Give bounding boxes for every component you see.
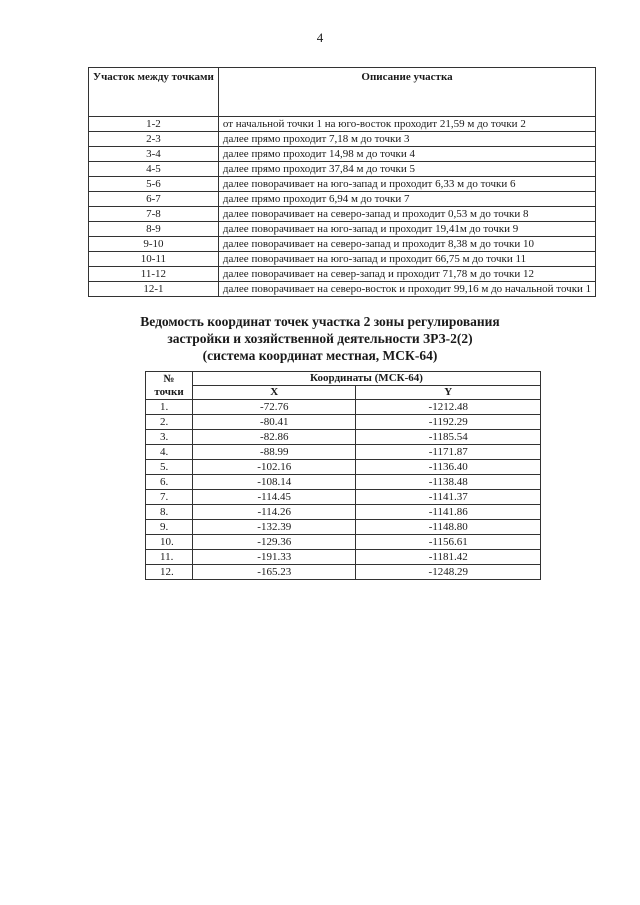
table-header-row (146, 372, 541, 386)
table-row (89, 207, 596, 222)
y-cell: -1148.80 (356, 520, 541, 535)
segment-cell: 4-5 (89, 162, 219, 177)
coordinates-table (145, 371, 541, 580)
y-cell: -1248.29 (356, 565, 541, 580)
x-cell: -108.14 (193, 475, 356, 490)
y-cell: -1138.48 (356, 475, 541, 490)
segment-cell: 10-11 (89, 252, 219, 267)
y-column-header: Y (356, 386, 541, 400)
table-row (89, 132, 596, 147)
description-cell: от начальной точки 1 на юго-восток проходит 21,59 м до точки 2 (218, 117, 595, 132)
description-column-header: Описание участка (218, 68, 595, 117)
x-cell: -114.45 (193, 490, 356, 505)
table-row (146, 535, 541, 550)
table-row (89, 267, 596, 282)
segment-description-body (89, 117, 596, 297)
coordinates-body (146, 400, 541, 580)
x-cell: -72.76 (193, 400, 356, 415)
x-cell: -80.41 (193, 415, 356, 430)
table-row (89, 147, 596, 162)
table-row (146, 415, 541, 430)
table-row (89, 252, 596, 267)
y-cell: -1212.48 (356, 400, 541, 415)
description-cell: далее прямо проходит 37,84 м до точки 5 (218, 162, 595, 177)
description-cell: далее прямо проходит 14,98 м до точки 4 (218, 147, 595, 162)
table-row (89, 192, 596, 207)
description-cell: далее прямо проходит 6,94 м до точки 7 (218, 192, 595, 207)
point-number-cell: 9. (146, 520, 193, 535)
section-title-line-1: Ведомость координат точек участка 2 зоны регулирования (140, 314, 500, 329)
description-cell: далее поворачивает на северо-запад и проходит 8,38 м до точки 10 (218, 237, 595, 252)
y-cell: -1156.61 (356, 535, 541, 550)
section-title (0, 313, 640, 364)
point-number-cell: 7. (146, 490, 193, 505)
point-number-cell: 3. (146, 430, 193, 445)
point-number-header-line-1: № (163, 372, 175, 385)
table-row (146, 565, 541, 580)
description-cell: далее поворачивает на юго-запад и проходит 19,41м до точки 9 (218, 222, 595, 237)
segment-cell: 11-12 (89, 267, 219, 282)
segment-cell: 6-7 (89, 192, 219, 207)
x-column-header: X (193, 386, 356, 400)
point-number-cell: 1. (146, 400, 193, 415)
x-cell: -82.86 (193, 430, 356, 445)
table-row (146, 430, 541, 445)
table-row (89, 162, 596, 177)
point-number-cell: 12. (146, 565, 193, 580)
y-cell: -1141.37 (356, 490, 541, 505)
description-cell: далее поворачивает на юго-запад и проходит 66,75 м до точки 11 (218, 252, 595, 267)
section-title-line-2: застройки и хозяйственной деятельности ЗРЗ-2(2) (167, 331, 473, 346)
table-row (89, 222, 596, 237)
table-row (146, 460, 541, 475)
description-cell: далее поворачивает на юго-запад и проходит 6,33 м до точки 6 (218, 177, 595, 192)
x-cell: -102.16 (193, 460, 356, 475)
segment-description-table (88, 67, 596, 297)
segment-cell: 5-6 (89, 177, 219, 192)
y-cell: -1141.86 (356, 505, 541, 520)
table-row (89, 282, 596, 297)
x-cell: -129.36 (193, 535, 356, 550)
segment-cell: 7-8 (89, 207, 219, 222)
table-row (146, 475, 541, 490)
y-cell: -1192.29 (356, 415, 541, 430)
x-cell: -132.39 (193, 520, 356, 535)
point-number-cell: 4. (146, 445, 193, 460)
point-number-cell: 2. (146, 415, 193, 430)
point-number-cell: 6. (146, 475, 193, 490)
description-cell: далее поворачивает на северо-запад и проходит 0,53 м до точки 8 (218, 207, 595, 222)
segment-cell: 3-4 (89, 147, 219, 162)
segment-cell: 1-2 (89, 117, 219, 132)
point-number-cell: 11. (146, 550, 193, 565)
table-row (146, 445, 541, 460)
point-number-cell: 8. (146, 505, 193, 520)
table-row (146, 400, 541, 415)
table-subheader-row (146, 386, 541, 400)
y-cell: -1136.40 (356, 460, 541, 475)
page-number: 4 (316, 30, 324, 45)
table-row (146, 550, 541, 565)
table-row (146, 520, 541, 535)
table-row (146, 505, 541, 520)
y-cell: -1181.42 (356, 550, 541, 565)
y-cell: -1171.87 (356, 445, 541, 460)
section-title-line-3: (система координат местная, МСК-64) (202, 348, 438, 363)
x-cell: -165.23 (193, 565, 356, 580)
segment-cell: 9-10 (89, 237, 219, 252)
x-cell: -191.33 (193, 550, 356, 565)
description-cell: далее поворачивает на север-запад и проходит 71,78 м до точки 12 (218, 267, 595, 282)
table-row (146, 490, 541, 505)
table-header-row (89, 68, 596, 117)
table-row (89, 177, 596, 192)
point-number-cell: 10. (146, 535, 193, 550)
point-number-header (146, 372, 193, 400)
table-row (89, 237, 596, 252)
segment-cell: 12-1 (89, 282, 219, 297)
segment-cell: 2-3 (89, 132, 219, 147)
table-row (89, 117, 596, 132)
y-cell: -1185.54 (356, 430, 541, 445)
description-cell: далее поворачивает на северо-восток и проходит 99,16 м до начальной точки 1 (218, 282, 595, 297)
point-number-cell: 5. (146, 460, 193, 475)
x-cell: -114.26 (193, 505, 356, 520)
segment-column-header: Участок между точками (89, 68, 219, 117)
description-cell: далее прямо проходит 7,18 м до точки 3 (218, 132, 595, 147)
coordinates-header: Координаты (МСК-64) (193, 372, 541, 386)
point-number-header-line-2: точки (154, 385, 184, 398)
segment-cell: 8-9 (89, 222, 219, 237)
x-cell: -88.99 (193, 445, 356, 460)
